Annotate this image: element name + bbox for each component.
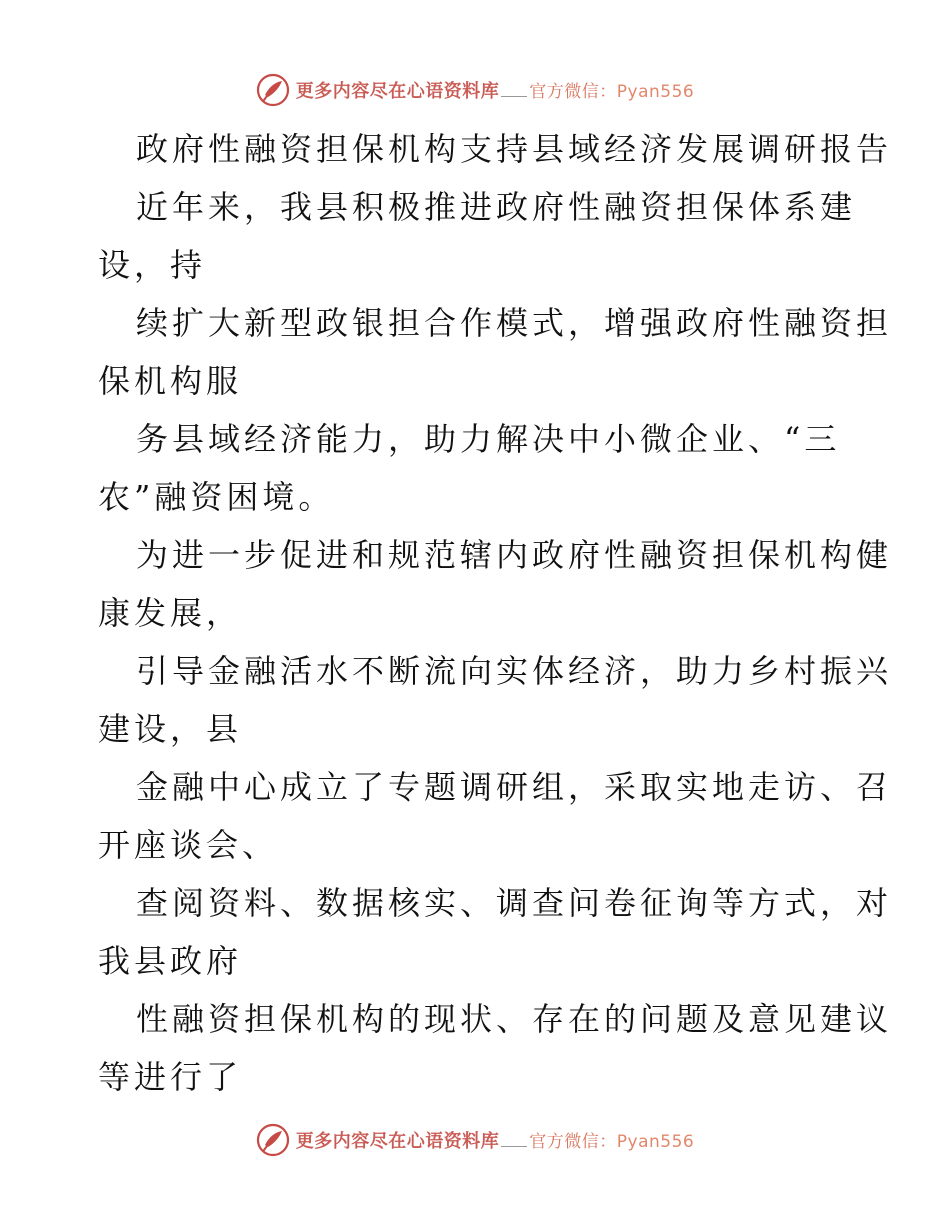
text-line: 近年来，我县积极推进政府性融资担保体系建 — [136, 188, 857, 226]
watermark-label: 官方微信： — [529, 82, 617, 102]
quill-logo-icon — [256, 73, 290, 107]
watermark-site-text: 更多内容尽在心语资料库 — [295, 81, 500, 102]
document-body — [98, 120, 893, 1106]
header-watermark — [0, 70, 950, 110]
watermark-label: 官方微信： — [529, 1132, 617, 1152]
text-line: 等进行了 — [98, 1058, 243, 1096]
text-line: 设，持 — [98, 246, 207, 284]
footer-watermark — [0, 1120, 950, 1160]
quill-logo-icon — [256, 1123, 290, 1157]
text-line: 性融资担保机构的现状、存在的问题及意见建议 — [136, 1000, 893, 1038]
watermark-wechat-id: Pyan556 — [616, 1132, 695, 1152]
watermark-dash — [501, 1146, 527, 1147]
text-line: 为进一步促进和规范辖内政府性融资担保机构健 — [136, 536, 893, 574]
text-line: 开座谈会、 — [98, 826, 279, 864]
text-line: 金融中心成立了专题调研组，采取实地走访、召 — [136, 768, 893, 806]
document-title: 政府性融资担保机构支持县域经济发展调研报告 — [136, 130, 893, 168]
text-line: 续扩大新型政银担合作模式，增强政府性融资担 — [136, 304, 893, 342]
text-line: 我县政府 — [98, 942, 243, 980]
text-line: 保机构服 — [98, 362, 243, 400]
text-line: 康发展， — [98, 594, 243, 632]
watermark-site-text: 更多内容尽在心语资料库 — [295, 1131, 500, 1152]
text-line: 建设，县 — [98, 710, 243, 748]
text-line: 查阅资料、数据核实、调查问卷征询等方式，对 — [136, 884, 893, 922]
text-line: 农”融资困境。 — [98, 478, 335, 516]
watermark-dash — [501, 96, 527, 97]
text-line: 务县域经济能力，助力解决中小微企业、“三 — [136, 420, 841, 458]
watermark-wechat-id: Pyan556 — [616, 82, 695, 102]
text-line: 引导金融活水不断流向实体经济，助力乡村振兴 — [136, 652, 893, 690]
